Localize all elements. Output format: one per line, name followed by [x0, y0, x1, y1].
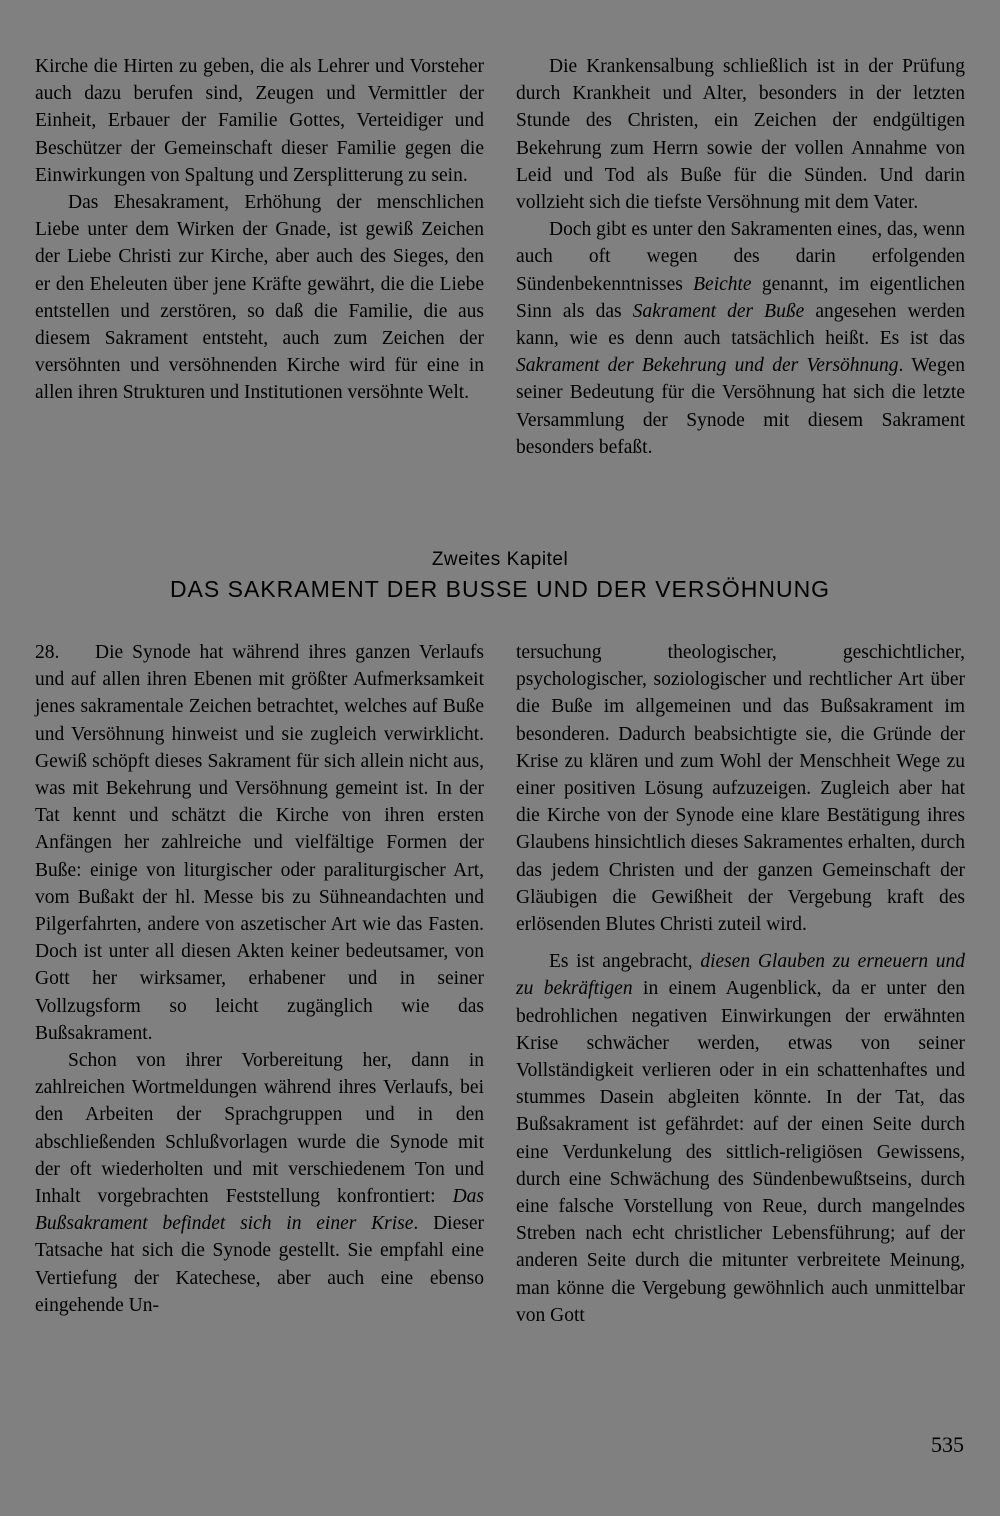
text-run: Es ist angebracht, — [549, 951, 701, 973]
text-run: Doch gibt es unter den Sakramenten eines, das, wenn auch oft wegen des darin erfolgenden Sündenbekenntnisses — [516, 219, 965, 295]
text-run: . Dieser Tatsache hat sich die Synode gestellt. Sie empfahl eine Vertiefung der Katechese, aber auch eine ebenso eingehende Un- — [35, 1213, 484, 1316]
chapter-title: DAS SAKRAMENT DER BUSSE UND DER VERSÖHNUNG — [169, 576, 831, 602]
paragraph-28 — [35, 639, 484, 1047]
text-run: Schon von ihrer Vorbereitung her, dann in zahlreichen Wortmeldungen während ihres Verlaufs, bei den Arbeiten der Sprachgruppen und in den abschließenden Schlußvorlagen wurde die Synode mit der oft wiederholten und mit verschiedenem Ton und Inhalt vorgebrachten Feststellung konfrontiert: — [35, 1050, 484, 1208]
text-run: genannt, im eigentlichen Sinn als das — [516, 273, 965, 322]
paragraph-ehesakrament: Das Ehesakrament, Erhöhung der menschlichen Liebe unter dem Wirken der Gnade, ist gewiß Zeichen der Liebe Christi zur Kirche, aber auch des Sieges, den er den Eheleuten über jene Kräfte gewährt, die die Liebe entstellen und zerstören, so daß die Familie, die aus diesem Sakrament entsteht, auch zum Zeichen der versöhnten und versöhnenden Kirche wird für eine in allen ihren Strukturen und Institutionen versöhnte Welt. — [35, 192, 484, 404]
paragraph-untersuchung: tersuchung theologischer, geschichtlicher, psychologischer, soziologischer und rechtlicher Art über die Buße im allgemeinen und das Bußsakrament im besonderen. Dadurch beabsichtigte sie, die Gründe der Krise zu klären und zum Wohl der Menschheit Wege zu einer positiven Lösung aufzuzeigen. Zugleich aber hat die Kirche von der Synode eine klare Bestätigung ihres Glaubens hinsichtlich dieses Sakramentes erhalten, durch das jedem Christen und der ganzen Gemeinschaft der Gläubigen die Gewißheit der Vergebung kraft des erlösenden Blutes Christi zuteil wird. — [516, 642, 965, 936]
paragraph-sakrament-der-busse — [516, 216, 965, 461]
paragraph-vorbereitung — [35, 1047, 484, 1319]
top-right-column — [516, 53, 965, 461]
emphasis-krise: Das Bußsakrament befindet sich in einer Krise — [35, 1186, 484, 1235]
text-run: in einem Augenblick, da er unter den bedrohlichen negativen Einwirkungen der erwähnten Krise schwächer werden, etwas von seiner Vollständigkeit verlieren oder in ein schattenhaftes und stummes Dasein abgleiten könnte. In der Tat, das Bußsakrament ist gefährdet: auf der einen Seite durch eine Verdunkelung des sittlich-religiösen Gewissens, durch eine Schwächung des Sündenbewußtseins, durch eine falsche Vorstellung von Reue, durch mangelndes Streben nach echt christlicher Lebensführung; auf der anderen Seite durch die mitunter verbreitete Meinung, man könne die Vergebung gewöhnlich auch unmittelbar von Gott — [516, 978, 965, 1326]
paragraph-continuation: Kirche die Hirten zu geben, die als Lehrer und Vorsteher auch dazu berufen sind, Zeugen und Vermittler der Einheit, Erbauer der Familie Gottes, Verteidiger und Beschützer der Gemeinschaft dieser Familie gegen die Einwirkungen von Spaltung und Zersplitterung zu sein. — [35, 56, 484, 186]
text-run: Die Synode hat während ihres ganzen Verlaufs und auf allen ihren Ebenen mit größter Aufmerksamkeit jenes sakramentale Zeichen betrachtet, welches auf Buße und Versöhnung hinweist und sie zugleich verwirklicht. Gewiß schöpft dieses Sakrament für sich allein nicht aus, was mit Bekehrung und Versöhnung gemeint ist. In der Tat kennt und schätzt die Kirche von ihren ersten Anfängen her zahlreiche und vielfältige Formen der Buße: einige von liturgischer oder paraliturgischer Art, vom Bußakt der hl. Messe bis zu Sühneandachten und Pilgerfahrten, andere von aszetischer Art wie das Fasten. Doch ist unter all diesen Akten keiner bedeutsamer, von Gott her wirksamer, erhabener und in seiner Vollzugsform so leicht zugänglich wie das Bußsakrament. — [35, 642, 484, 1044]
text-run: angesehen werden kann, wie es denn auch tatsächlich heißt. Es ist das — [516, 300, 965, 350]
emphasis-bekehrung-versoehnung: Sakrament der Bekehrung und der Versöhnung — [516, 355, 899, 377]
bottom-right-column — [516, 639, 965, 1329]
chapter-label: Zweites Kapitel — [431, 549, 569, 570]
paragraph-glauben — [516, 948, 965, 1329]
emphasis-glauben: diesen Glauben zu erneuern und zu bekräftigen — [516, 951, 965, 1000]
emphasis-sakrament-der-busse: Sakrament der Buße — [632, 300, 805, 322]
paragraph-number: 28. — [35, 642, 60, 663]
text-run: . Wegen seiner Bedeutung für die Versöhnung hat sich die letzte Versammlung der Synode mit diesem Sakrament besonders befaßt. — [516, 355, 965, 458]
emphasis-beichte: Beichte — [693, 273, 752, 295]
page-number: 535 — [931, 1432, 964, 1457]
paragraph-krankensalbung: Die Krankensalbung schließlich ist in der Prüfung durch Krankheit und Alter, besonders in der letzten Stunde des Christen, ein Zeichen der endgültigen Bekehrung zum Herrn sowie der vollen Annahme von Leid und Tod als Buße für die Sünden. Und darin vollzieht sich die tiefste Versöhnung mit dem Vater. — [516, 56, 965, 214]
top-left-column — [35, 53, 484, 407]
bottom-left-column — [35, 639, 484, 1319]
